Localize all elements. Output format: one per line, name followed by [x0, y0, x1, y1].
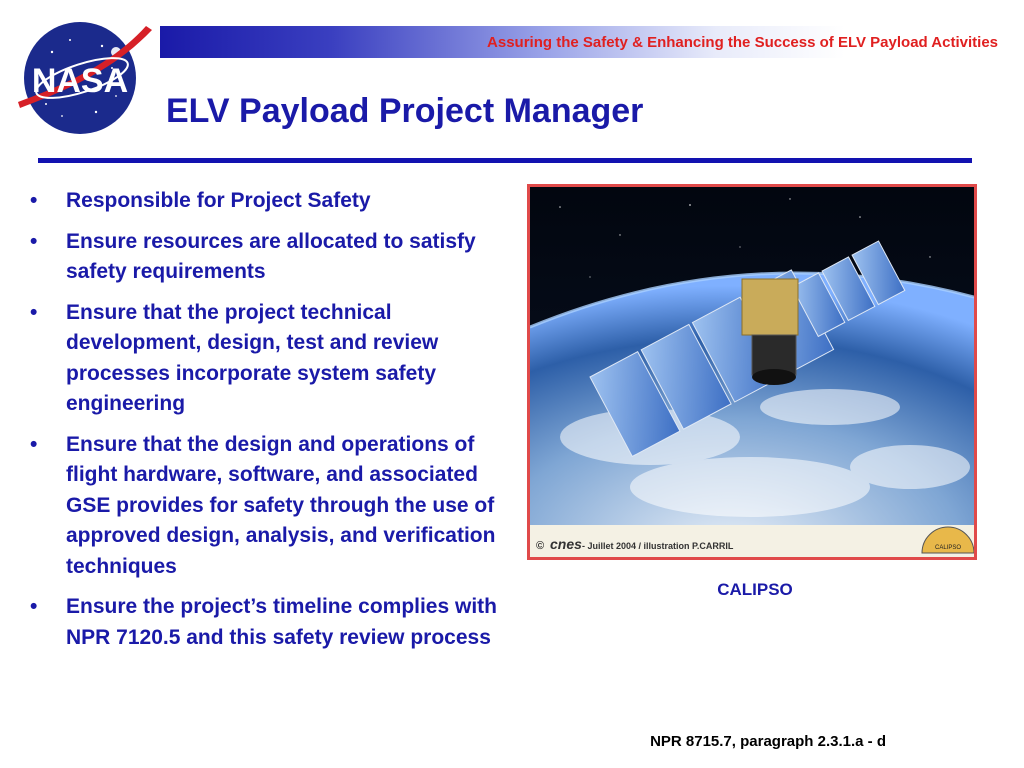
- bullet-marker: •: [30, 189, 38, 212]
- reference-footnote: NPR 8715.7, paragraph 2.3.1.a - d: [650, 733, 886, 750]
- bullet-marker: •: [30, 300, 38, 324]
- image-caption: CALIPSO: [717, 580, 793, 599]
- cnes-logo: cnes: [550, 536, 582, 552]
- bullet-item: • Ensure that the design and operations of flight hardware, software, and associated GSE provides for safety through the use of approved design, analysis, and verification techniques: [24, 430, 504, 583]
- credit-text: - Juillet 2004 / illustration P.CARRIL: [582, 541, 734, 551]
- bullet-item: • Responsible for Project Safety: [24, 186, 504, 217]
- bullet-marker: •: [30, 229, 38, 253]
- satellite-image: [527, 184, 977, 560]
- bullet-marker: •: [30, 432, 38, 456]
- bullet-list: [24, 186, 504, 663]
- bullet-item: • Ensure the project’s timeline complies with NPR 7120.5 and this safety review process: [24, 592, 504, 653]
- nasa-logo: [12, 12, 160, 140]
- header-bar: [160, 26, 1016, 58]
- page-title: ELV Payload Project Manager: [166, 92, 644, 130]
- satellite-illustration: [530, 187, 974, 557]
- calipso-badge-text: CALIPSO: [934, 545, 962, 551]
- credit-mark: ©: [536, 540, 545, 552]
- title-divider: [38, 158, 972, 163]
- header-tagline: Assuring the Safety & Enhancing the Success of ELV Payload Activities: [487, 34, 998, 51]
- bullet-marker: •: [30, 595, 38, 618]
- bullet-item: • Ensure resources are allocated to satisfy safety requirements: [24, 227, 504, 288]
- bullet-item: • Ensure that the project technical development, design, test and review processes incorporate system safety engineering: [24, 298, 504, 420]
- nasa-logo-text: NASA: [31, 62, 129, 100]
